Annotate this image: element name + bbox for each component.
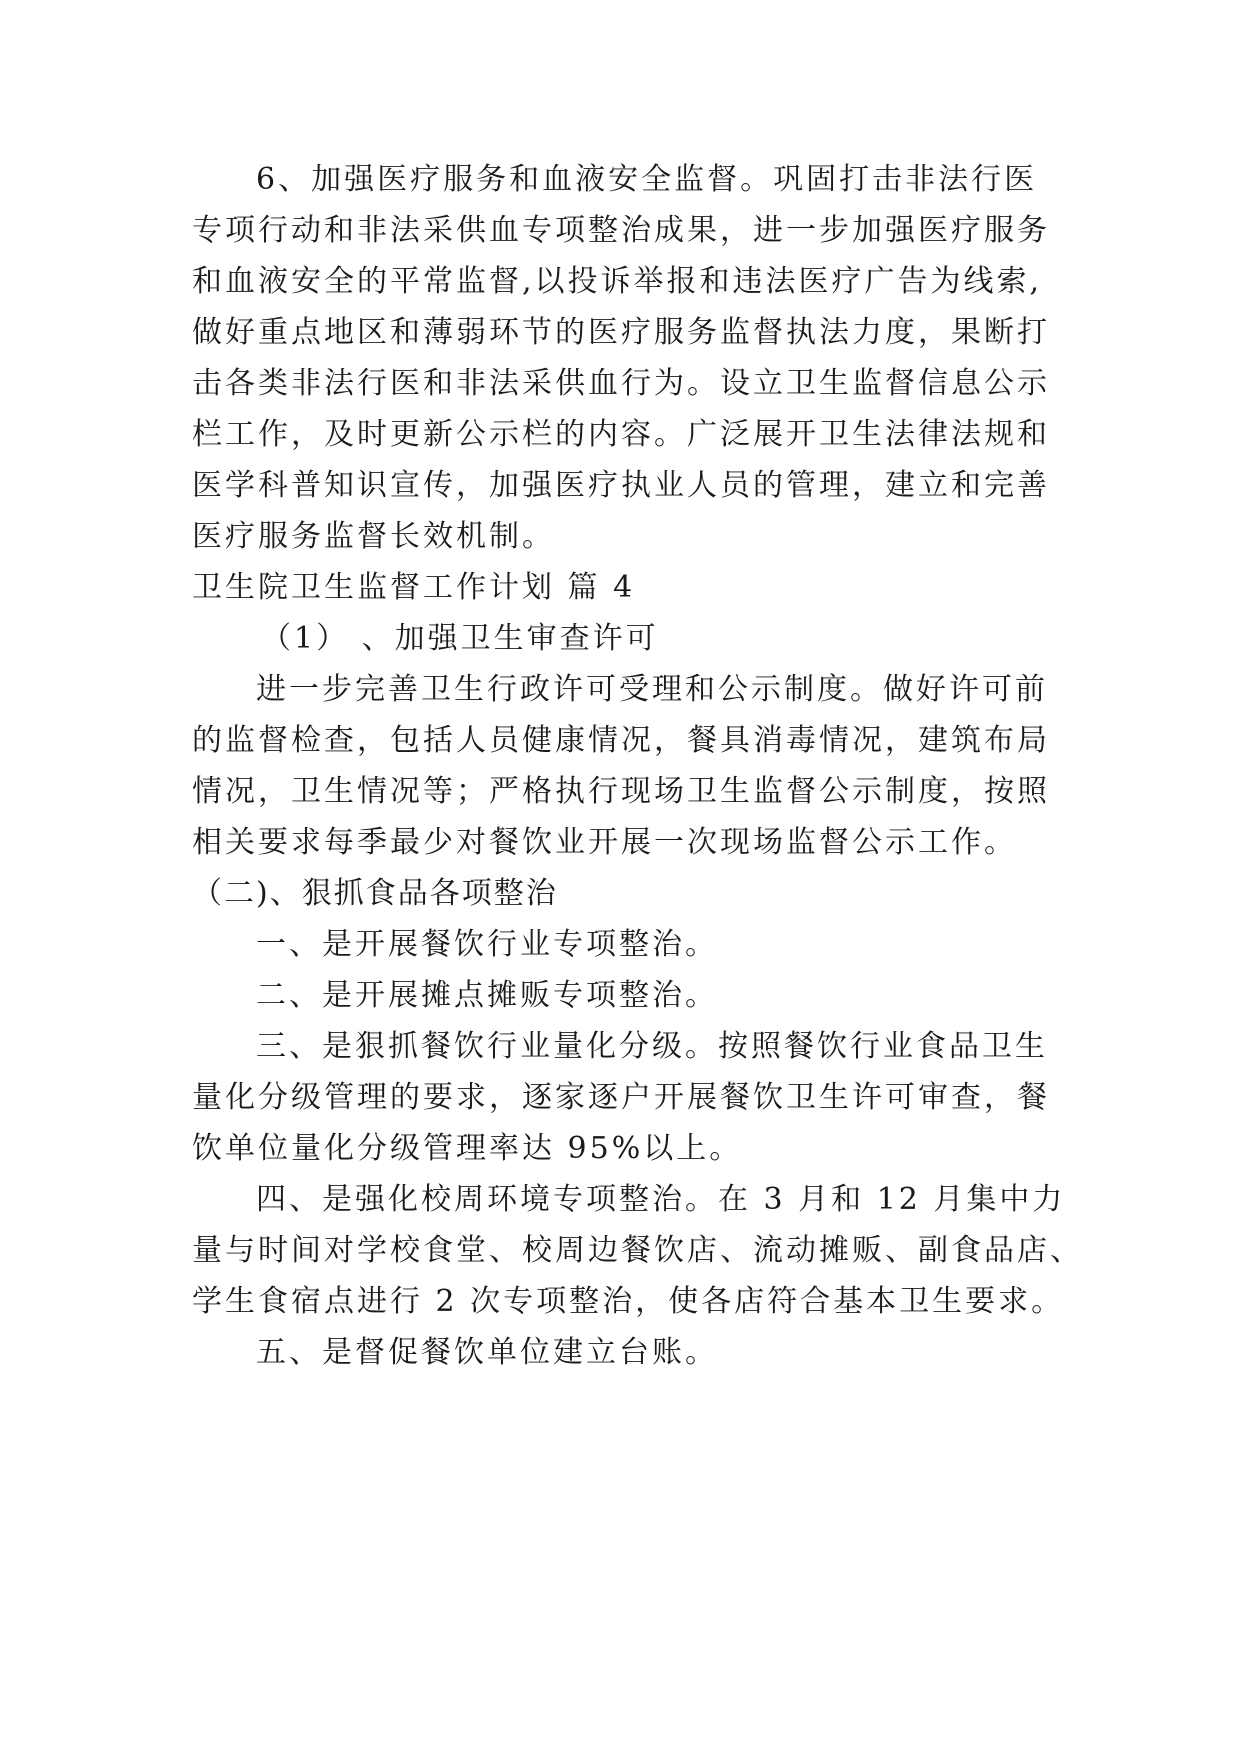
subheading: （二)、狠抓食品各项整治 [192, 876, 558, 911]
paragraph-line: 医学科普知识宣传，加强医疗执业人员的管理，建立和完善 [192, 468, 1050, 503]
paragraph-line: 做好重点地区和薄弱环节的医疗服务监督执法力度，果断打 [192, 315, 1050, 350]
list-item: 三、是狠抓餐饮行业量化分级。按照餐饮行业食品卫生 [256, 1029, 1048, 1064]
subheading: （1） 、加强卫生审查许可 [261, 621, 659, 656]
paragraph-line: 6、加强医疗服务和血液安全监督。巩固打击非法行医 [256, 162, 1038, 197]
list-item: 五、是督促餐饮单位建立台账。 [256, 1335, 718, 1370]
paragraph-line: 学生食宿点进行 2 次专项整治，使各店符合基本卫生要求。 [192, 1284, 1065, 1319]
list-item: 一、是开展餐饮行业专项整治。 [256, 927, 718, 962]
list-item: 四、是强化校周环境专项整治。在 3 月和 12 月集中力 [256, 1182, 1066, 1217]
paragraph-line: 饮单位量化分级管理率达 95%以上。 [192, 1131, 743, 1166]
paragraph-line: 医疗服务监督长效机制。 [192, 519, 555, 554]
paragraph-line: 量化分级管理的要求，逐家逐户开展餐饮卫生许可审查，餐 [192, 1080, 1050, 1115]
paragraph-line: 的监督检查，包括人员健康情况，餐具消毒情况，建筑布局 [192, 723, 1050, 758]
paragraph-line: 相关要求每季最少对餐饮业开展一次现场监督公示工作。 [192, 825, 1017, 860]
paragraph-line: 专项行动和非法采供血专项整治成果，进一步加强医疗服务 [192, 213, 1050, 248]
paragraph-line: 量与时间对学校食堂、校周边餐饮店、流动摊贩、副食品店、 [192, 1233, 1083, 1268]
paragraph-line: 击各类非法行医和非法采供血行为。设立卫生监督信息公示 [192, 366, 1050, 401]
paragraph-line: 栏工作，及时更新公示栏的内容。广泛展开卫生法律法规和 [192, 417, 1050, 452]
paragraph-line: 情况，卫生情况等；严格执行现场卫生监督公示制度，按照 [192, 774, 1050, 809]
list-item: 二、是开展摊点摊贩专项整治。 [256, 978, 718, 1013]
paragraph-line: 进一步完善卫生行政许可受理和公示制度。做好许可前 [256, 672, 1048, 707]
paragraph-line: 和血液安全的平常监督,以投诉举报和违法医疗广告为线索, [192, 264, 1043, 299]
section-heading: 卫生院卫生监督工作计划 篇 4 [192, 570, 636, 605]
